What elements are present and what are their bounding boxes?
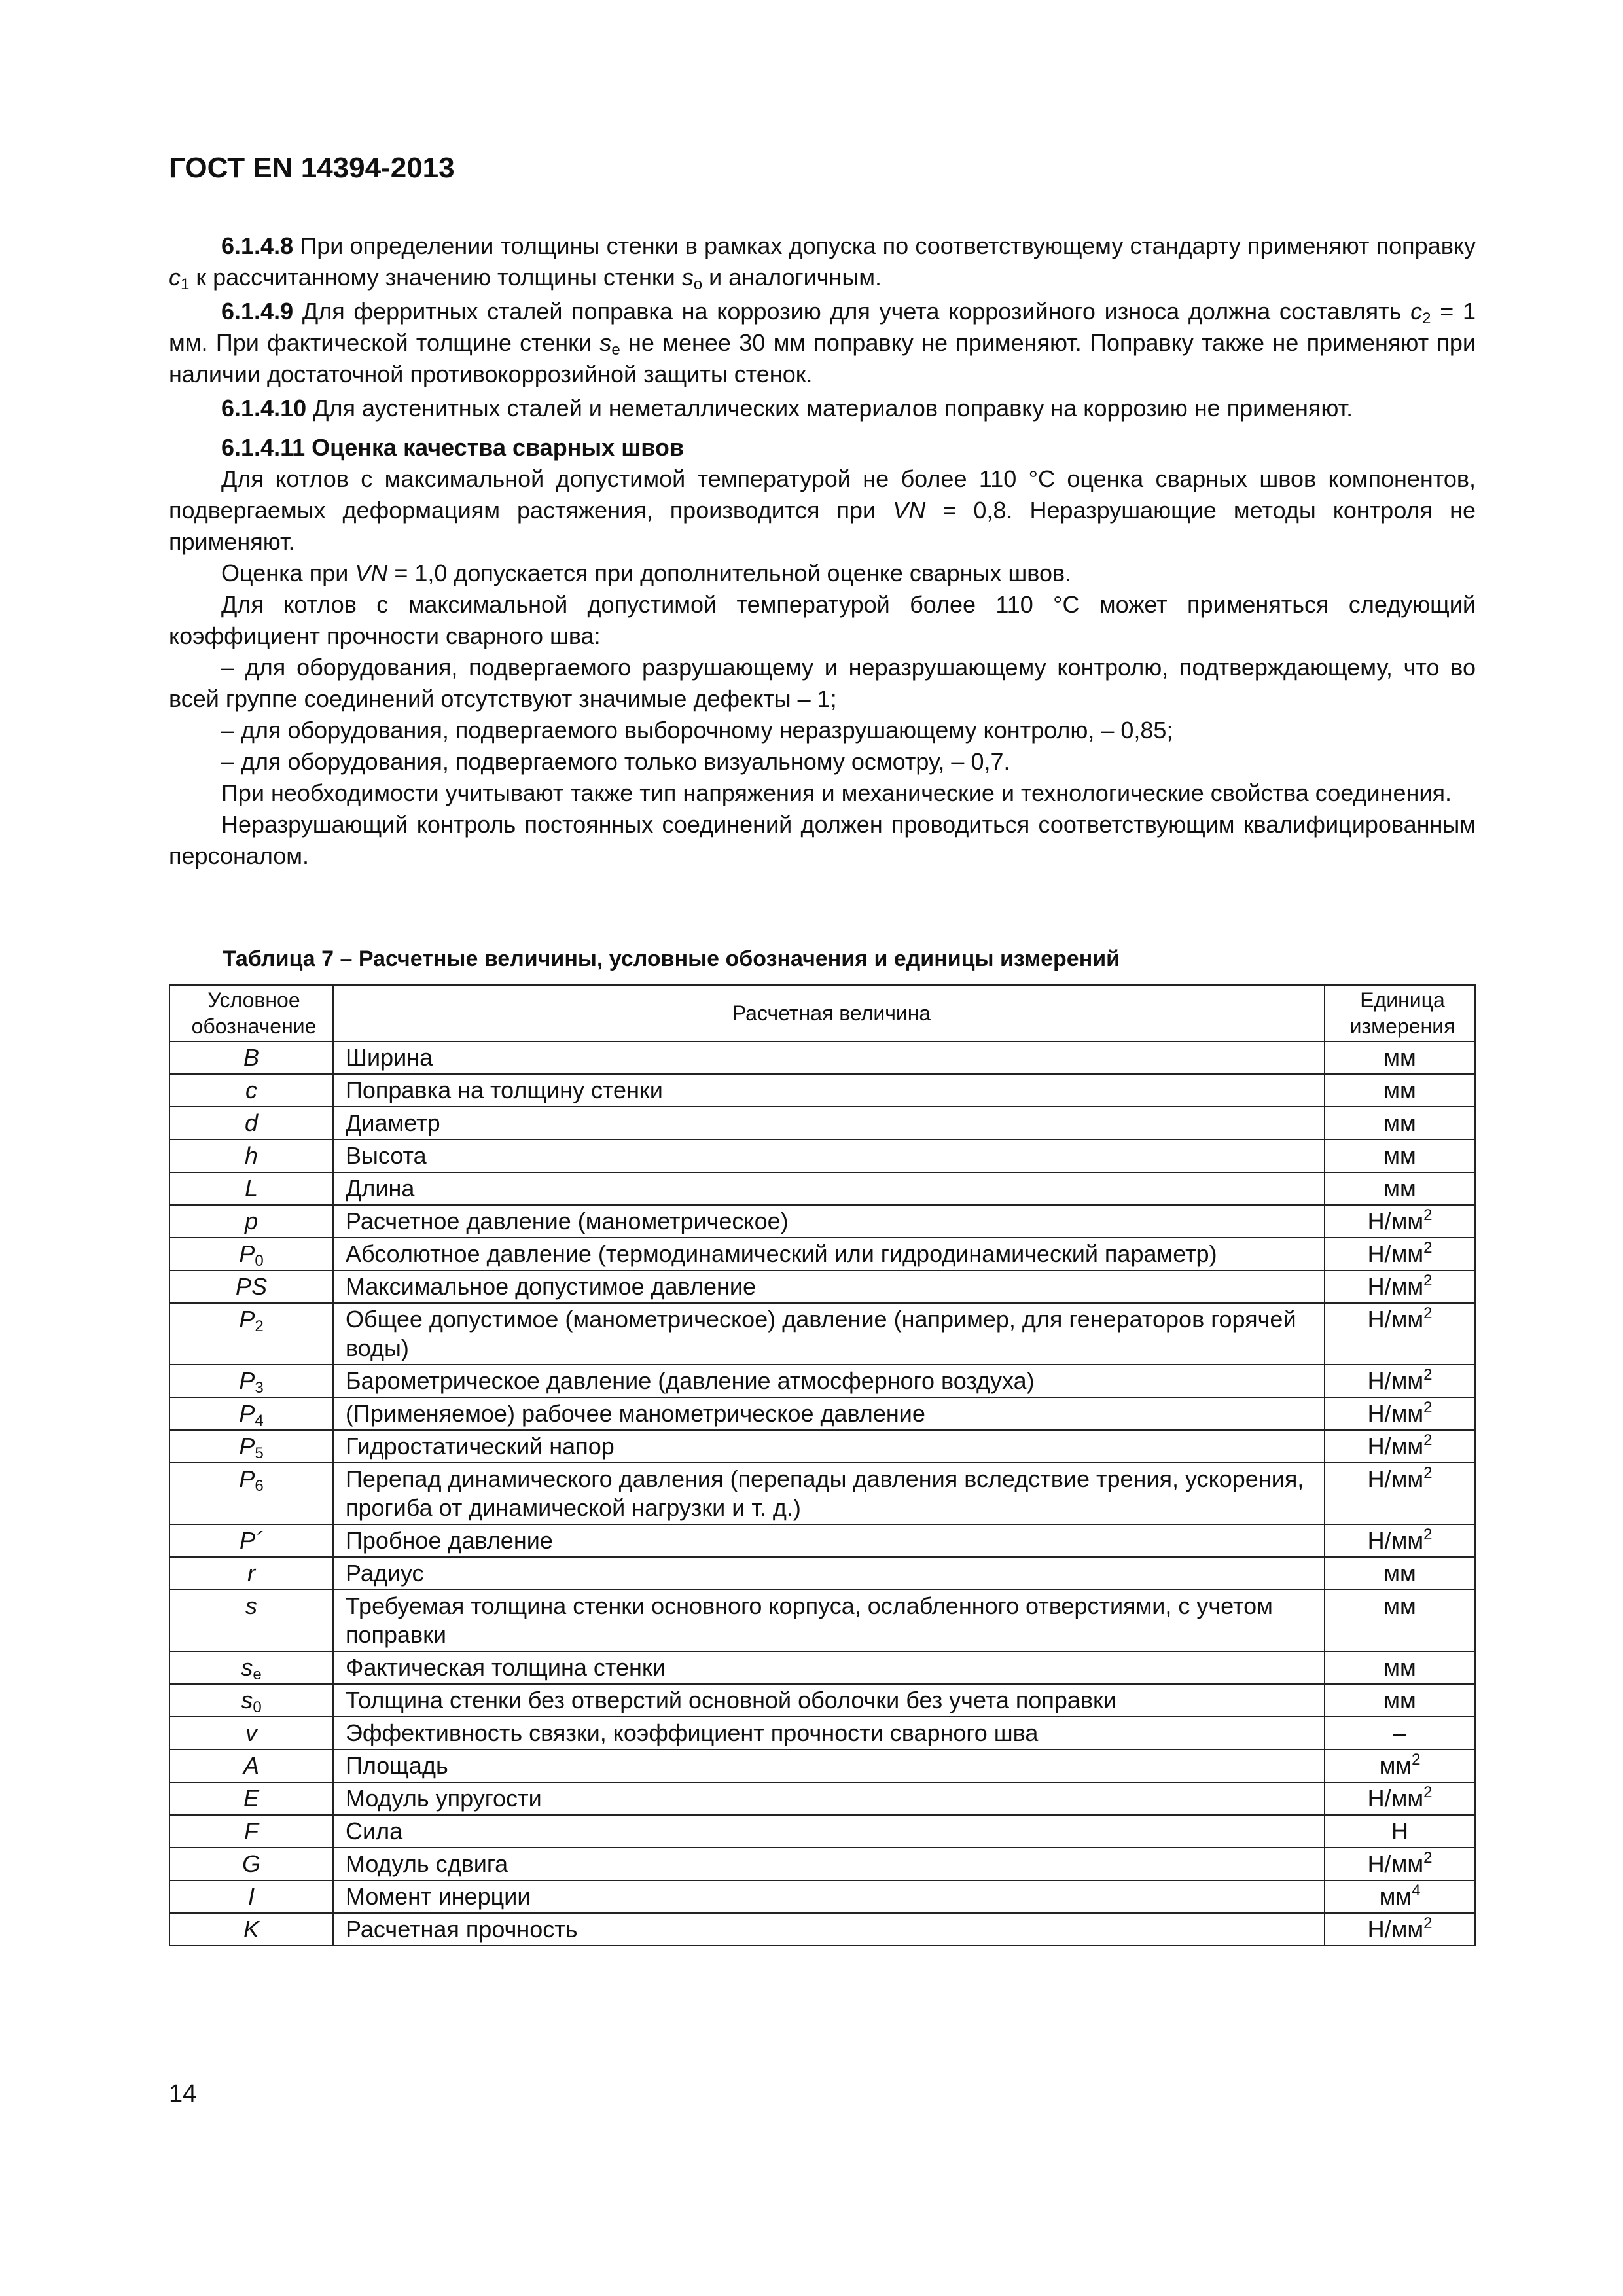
quantity-cell: Момент инерции xyxy=(333,1880,1325,1913)
symbol-cell: p xyxy=(169,1205,333,1238)
table-caption: Таблица 7 – Расчетные величины, условные обозначения и единицы измерений xyxy=(223,946,1120,971)
table-row xyxy=(169,1172,1475,1205)
table-row xyxy=(169,1365,1475,1397)
symbol-cell: G xyxy=(169,1848,333,1880)
document-header: ГОСТ EN 14394-2013 xyxy=(169,152,455,184)
unit-cell: мм xyxy=(1325,1041,1475,1074)
header-quantity: Расчетная величина xyxy=(333,985,1325,1041)
unit-cell: $Н/мм^2$ xyxy=(1325,1365,1475,1397)
table-row xyxy=(169,1815,1475,1848)
paragraph: При необходимости учитывают также тип напряжения и механические и технологические свойства соединения. xyxy=(221,780,1452,806)
paragraph: Оценка при VN = 1,0 допускается при дополнительной оценке сварных швов. xyxy=(221,560,1072,586)
unit-cell: $мм^4$ xyxy=(1325,1880,1475,1913)
quantity-cell: Сила xyxy=(333,1815,1325,1848)
unit-cell: Н xyxy=(1325,1815,1475,1848)
quantity-cell: Абсолютное давление (термодинамический или гидродинамический параметр) xyxy=(333,1238,1325,1270)
clause-number: 6.1.4.9 xyxy=(221,298,294,325)
unit-cell: $Н/мм^2$ xyxy=(1325,1848,1475,1880)
unit-cell: мм xyxy=(1325,1557,1475,1590)
quantity-cell: Длина xyxy=(333,1172,1325,1205)
quantity-cell: Площадь xyxy=(333,1749,1325,1782)
quantity-cell: Диаметр xyxy=(333,1107,1325,1139)
table-row xyxy=(169,1782,1475,1815)
unit-cell: $Н/мм^2$ xyxy=(1325,1238,1475,1270)
unit-cell: мм xyxy=(1325,1107,1475,1139)
table-row xyxy=(169,1463,1475,1524)
table-row xyxy=(169,1717,1475,1749)
symbol-cell: d xyxy=(169,1107,333,1139)
symbol-cell: v xyxy=(169,1717,333,1749)
clause-number: 6.1.4.8 xyxy=(221,232,294,259)
list-item: – для оборудования, подвергаемого разрушающему и неразрушающему контролю, подтверждающему, что во всей группе соединений отсутствуют значимые дефекты – 1; xyxy=(169,654,1476,712)
body-text xyxy=(169,230,1476,872)
quantity-cell: Толщина стенки без отверстий основной оболочки без учета поправки xyxy=(333,1684,1325,1717)
unit-cell: мм xyxy=(1325,1172,1475,1205)
paragraph-6-1-4-9: 6.1.4.9 Для ферритных сталей поправка на коррозию для учета коррозийного износа должна составлять $c_2 = 1$ мм. При фактической толщине стенки $s_e$ не менее 30 мм поправку не применяют. Поправку также не применяют при наличии достаточной противокоррозийной защиты стенок. xyxy=(169,298,1476,387)
symbol-cell: $P_5$ xyxy=(169,1430,333,1463)
symbol-cell: s xyxy=(169,1590,333,1651)
symbol-cell: L xyxy=(169,1172,333,1205)
symbol-cell: I xyxy=(169,1880,333,1913)
quantity-cell: Эффективность связки, коэффициент прочности сварного шва xyxy=(333,1717,1325,1749)
paragraph: Для котлов с максимальной допустимой температурой не более 110 °С оценка сварных швов компонентов, подвергаемых деформациям растяжения, производится при VN = 0,8. Неразрушающие методы контроля не применяют. xyxy=(169,465,1476,555)
table-row xyxy=(169,1205,1475,1238)
unit-cell: $Н/мм^2$ xyxy=(1325,1430,1475,1463)
table-header-row xyxy=(169,985,1475,1041)
quantity-cell: Барометрическое давление (давление атмосферного воздуха) xyxy=(333,1365,1325,1397)
paragraph: Неразрушающий контроль постоянных соединений должен проводиться соответствующим квалифицированным персоналом. xyxy=(169,811,1476,869)
table-row xyxy=(169,1749,1475,1782)
quantity-cell: Требуемая толщина стенки основного корпуса, ослабленного отверстиями, с учетом поправки xyxy=(333,1590,1325,1651)
quantity-cell: Перепад динамического давления (перепады давления вследствие трения, ускорения, прогиба от динамической нагрузки и т. д.) xyxy=(333,1463,1325,1524)
clause-number: 6.1.4.10 xyxy=(221,395,307,422)
symbol-cell: c xyxy=(169,1074,333,1107)
quantity-cell: Модуль сдвига xyxy=(333,1848,1325,1880)
symbol-cell: h xyxy=(169,1139,333,1172)
table-row xyxy=(169,1684,1475,1717)
unit-cell: мм xyxy=(1325,1590,1475,1651)
table-row xyxy=(169,1590,1475,1651)
unit-cell: $Н/мм^2$ xyxy=(1325,1303,1475,1365)
quantity-cell: Максимальное допустимое давление xyxy=(333,1270,1325,1303)
quantity-cell: Радиус xyxy=(333,1557,1325,1590)
table-row xyxy=(169,1397,1475,1430)
quantity-cell: Общее допустимое (манометрическое) давление (например, для генераторов горячей воды) xyxy=(333,1303,1325,1365)
page-number: 14 xyxy=(169,2080,197,2108)
quantity-cell: Ширина xyxy=(333,1041,1325,1074)
table-row xyxy=(169,1041,1475,1074)
symbol-cell: A xyxy=(169,1749,333,1782)
symbol-cell: B xyxy=(169,1041,333,1074)
quantity-cell: Фактическая толщина стенки xyxy=(333,1651,1325,1684)
unit-cell: $мм^2$ xyxy=(1325,1749,1475,1782)
paragraph: Для котлов с максимальной допустимой температурой более 110 °С может применяться следующий коэффициент прочности сварного шва: xyxy=(169,591,1476,649)
symbol-cell: P´ xyxy=(169,1524,333,1557)
unit-cell: мм xyxy=(1325,1684,1475,1717)
quantity-cell: Гидростатический напор xyxy=(333,1430,1325,1463)
symbol-cell: r xyxy=(169,1557,333,1590)
unit-cell: $Н/мм^2$ xyxy=(1325,1913,1475,1946)
table-row xyxy=(169,1651,1475,1684)
symbol-cell: $P_2$ xyxy=(169,1303,333,1365)
quantity-cell: Пробное давление xyxy=(333,1524,1325,1557)
list-item: – для оборудования, подвергаемого выборочному неразрушающему контролю, – 0,85; xyxy=(221,717,1173,744)
quantity-cell: (Применяемое) рабочее манометрическое давление xyxy=(333,1397,1325,1430)
table-row xyxy=(169,1303,1475,1365)
symbol-cell: $s_e$ xyxy=(169,1651,333,1684)
quantity-cell: Поправка на толщину стенки xyxy=(333,1074,1325,1107)
table-row xyxy=(169,1430,1475,1463)
unit-cell: $Н/мм^2$ xyxy=(1325,1397,1475,1430)
symbol-cell: F xyxy=(169,1815,333,1848)
table-row xyxy=(169,1557,1475,1590)
symbol-cell: $P_6$ xyxy=(169,1463,333,1524)
unit-cell: $Н/мм^2$ xyxy=(1325,1270,1475,1303)
table-row xyxy=(169,1913,1475,1946)
symbol-cell: PS xyxy=(169,1270,333,1303)
symbol-cell: $s_0$ xyxy=(169,1684,333,1717)
quantity-cell: Модуль упругости xyxy=(333,1782,1325,1815)
table-row xyxy=(169,1848,1475,1880)
table-row xyxy=(169,1270,1475,1303)
unit-cell: мм xyxy=(1325,1074,1475,1107)
table-row xyxy=(169,1880,1475,1913)
unit-cell: $Н/мм^2$ xyxy=(1325,1782,1475,1815)
quantity-cell: Расчетное давление (манометрическое) xyxy=(333,1205,1325,1238)
unit-cell: мм xyxy=(1325,1651,1475,1684)
header-unit: Единица измерения xyxy=(1325,985,1475,1041)
table-row xyxy=(169,1524,1475,1557)
symbol-cell: $P_0$ xyxy=(169,1238,333,1270)
unit-cell: $Н/мм^2$ xyxy=(1325,1463,1475,1524)
header-symbol: Условное обозначение xyxy=(169,985,333,1041)
table-row xyxy=(169,1139,1475,1172)
quantity-cell: Высота xyxy=(333,1139,1325,1172)
symbols-table xyxy=(169,984,1476,1946)
unit-cell: $Н/мм^2$ xyxy=(1325,1205,1475,1238)
unit-cell: мм xyxy=(1325,1139,1475,1172)
unit-cell: – xyxy=(1325,1717,1475,1749)
symbol-cell: $P_3$ xyxy=(169,1365,333,1397)
section-heading: 6.1.4.11 Оценка качества сварных швов xyxy=(221,434,684,461)
table-row xyxy=(169,1238,1475,1270)
table-row xyxy=(169,1107,1475,1139)
list-item: – для оборудования, подвергаемого только визуальному осмотру, – 0,7. xyxy=(221,748,1010,775)
symbol-cell: $P_4$ xyxy=(169,1397,333,1430)
symbol-cell: K xyxy=(169,1913,333,1946)
symbol-cell: E xyxy=(169,1782,333,1815)
quantity-cell: Расчетная прочность xyxy=(333,1913,1325,1946)
unit-cell: $Н/мм^2$ xyxy=(1325,1524,1475,1557)
paragraph-6-1-4-10: 6.1.4.10 Для аустенитных сталей и неметаллических материалов поправку на коррозию не применяют. xyxy=(221,395,1353,422)
table-row xyxy=(169,1074,1475,1107)
paragraph-6-1-4-8: 6.1.4.8 При определении толщины стенки в рамках допуска по соответствующему стандарту применяют поправку $c_1$ к рассчитанному значению толщины стенки $s_o$ и аналогичным. xyxy=(169,232,1476,293)
